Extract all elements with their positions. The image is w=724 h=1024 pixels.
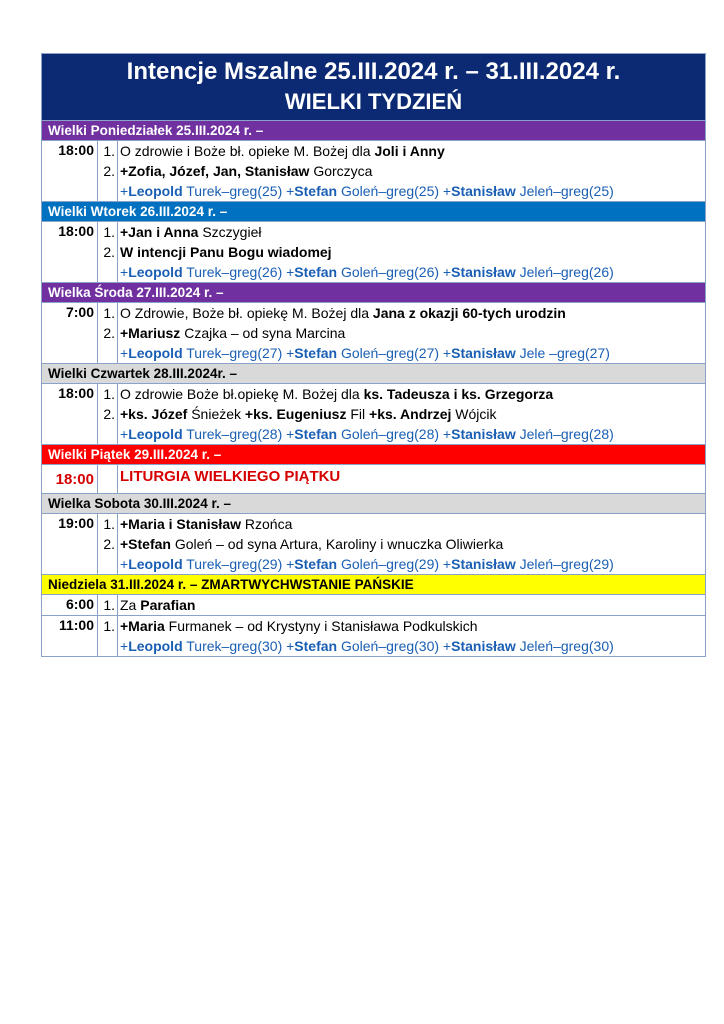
intentions-table: [41, 53, 706, 657]
mass-row: [42, 302, 705, 363]
intention-number: 1.: [103, 597, 115, 613]
intention-fragment: +: [120, 556, 129, 572]
intention-fragment: O zdrowie i Boże bł. opieke M. Bożej dla: [120, 143, 375, 159]
intention-fragment: O Zdrowie, Boże bł. opiekę M. Bożej dla: [120, 305, 373, 321]
mass-time: 18:00: [42, 222, 98, 282]
intention-fragment: +: [120, 264, 129, 280]
intention-fragment: +: [120, 638, 129, 654]
intention-fragment: Furmanek – od Krystyny i Stanisława Podkulskich: [164, 618, 478, 634]
intention-line: [120, 636, 705, 656]
intention-fragment: Joli i Anny: [374, 143, 445, 159]
intention-number: [98, 554, 117, 574]
intention-fragment: Stefan: [294, 426, 338, 442]
intention-texts: [118, 616, 705, 656]
intention-fragment: Goleń–greg(25) +: [337, 183, 452, 199]
intention-fragment: +: [120, 426, 129, 442]
intention-numbers: [98, 616, 118, 656]
intention-fragment: +ks. Eugeniusz: [244, 406, 347, 422]
intention-number: 2.: [103, 325, 115, 341]
intention-fragment: Parafian: [140, 597, 196, 613]
intention-fragment: Stefan: [294, 638, 338, 654]
mass-row: [42, 221, 705, 282]
intention-fragment: Stefan: [294, 345, 338, 361]
intention-fragment: +Maria i Stanisław: [120, 516, 241, 532]
intention-fragment: Goleń–greg(28) +: [337, 426, 452, 442]
intention-line: [120, 384, 705, 404]
intention-number: 1.: [103, 516, 115, 532]
intention-fragment: +Mariusz: [120, 325, 181, 341]
mass-time: 7:00: [42, 303, 98, 363]
intention-fragment: +Maria: [120, 618, 165, 634]
intention-fragment: +ks. Andrzej: [369, 406, 452, 422]
intention-fragment: Stefan: [294, 264, 338, 280]
mass-row: [42, 140, 705, 201]
intention-line: [120, 141, 705, 161]
intention-texts: [118, 465, 705, 493]
intention-fragment: LITURGIA WIELKIEGO PIĄTKU: [120, 468, 341, 485]
intention-fragment: +Zofia, Józef, Jan, Stanisław: [120, 163, 310, 179]
intention-fragment: Leopold: [128, 556, 183, 572]
intention-fragment: Leopold: [128, 426, 183, 442]
intention-fragment: Leopold: [128, 345, 183, 361]
intention-fragment: Jeleń–greg(26): [515, 264, 614, 280]
intention-line: [120, 514, 705, 534]
mass-time: 18:00: [42, 141, 98, 201]
intention-line: [120, 404, 705, 424]
intention-fragment: Turek–greg(30) +: [182, 638, 295, 654]
intention-line: [120, 262, 705, 282]
intention-fragment: Stanisław: [451, 264, 516, 280]
intention-fragment: Goleń – od syna Artura, Karoliny i wnuczka Oliwierka: [170, 536, 504, 552]
intention-fragment: W intencji Panu Bogu wiadomej: [120, 244, 332, 260]
table-header: [42, 54, 705, 120]
intention-number: 2.: [103, 536, 115, 552]
intention-fragment: Stanisław: [451, 556, 516, 572]
intention-numbers: [98, 595, 118, 615]
intention-fragment: Gorczyca: [309, 163, 373, 179]
intention-line: [120, 222, 705, 242]
intention-fragment: Goleń–greg(27) +: [337, 345, 452, 361]
intention-fragment: Goleń–greg(29) +: [337, 556, 452, 572]
intention-fragment: Stanisław: [451, 638, 516, 654]
page-title: Intencje Mszalne 25.III.2024 r. – 31.III.2024 r.: [126, 58, 621, 85]
intention-texts: [118, 222, 705, 282]
intention-number: 1.: [103, 305, 115, 321]
mass-row: [42, 615, 705, 656]
intention-line: [120, 242, 705, 262]
intention-fragment: Fil: [346, 406, 370, 422]
intention-numbers: [98, 384, 118, 444]
mass-time: 19:00: [42, 514, 98, 574]
intention-fragment: Leopold: [128, 183, 183, 199]
intention-numbers: [98, 303, 118, 363]
intention-line: [120, 465, 705, 493]
intention-fragment: Turek–greg(28) +: [182, 426, 295, 442]
mass-row: [42, 464, 705, 493]
mass-time: 18:00: [42, 384, 98, 444]
intention-fragment: Rzońca: [241, 516, 293, 532]
intention-fragment: Turek–greg(29) +: [182, 556, 295, 572]
intention-number: 1.: [103, 618, 115, 634]
intention-fragment: Stanisław: [451, 183, 516, 199]
intention-line: [120, 323, 705, 343]
intention-fragment: Leopold: [128, 638, 183, 654]
intention-fragment: Wójcik: [451, 406, 497, 422]
intention-number: 2.: [103, 163, 115, 179]
intention-number: [98, 262, 117, 282]
intention-fragment: Turek–greg(26) +: [182, 264, 295, 280]
intention-number: 1.: [103, 224, 115, 240]
intention-numbers: [98, 465, 118, 493]
intention-number: [98, 636, 117, 656]
mass-row: [42, 383, 705, 444]
intention-fragment: Goleń–greg(26) +: [337, 264, 452, 280]
intention-numbers: [98, 141, 118, 201]
intention-number: [98, 343, 117, 363]
intention-fragment: Jeleń–greg(29): [515, 556, 614, 572]
intention-fragment: Stanisław: [451, 345, 516, 361]
intention-line: [120, 424, 705, 444]
intention-line: [120, 554, 705, 574]
days-container: [42, 120, 705, 656]
intention-fragment: +: [120, 183, 129, 199]
intention-fragment: +Jan i Anna: [120, 224, 199, 240]
intention-numbers: [98, 514, 118, 574]
mass-row: [42, 594, 705, 615]
intention-fragment: Turek–greg(27) +: [182, 345, 295, 361]
intention-number: 2.: [103, 244, 115, 260]
intention-fragment: Jeleń–greg(25): [515, 183, 614, 199]
intention-fragment: Goleń–greg(30) +: [337, 638, 452, 654]
intention-texts: [118, 303, 705, 363]
mass-time: 18:00: [42, 465, 98, 493]
intention-numbers: [98, 222, 118, 282]
day-header-tuesday: Wielki Wtorek 26.III.2024 r. –: [42, 201, 705, 221]
intention-fragment: Leopold: [128, 264, 183, 280]
intention-fragment: Jana z okazji 60-tych urodzin: [372, 305, 566, 321]
day-header-friday: Wielki Piątek 29.III.2024 r. –: [42, 444, 705, 464]
intention-line: [120, 303, 705, 323]
intention-fragment: Jeleń–greg(28): [515, 426, 614, 442]
intention-number: 2.: [103, 406, 115, 422]
day-header-wednesday: Wielka Środa 27.III.2024 r. –: [42, 282, 705, 302]
intention-fragment: Jeleń–greg(30): [515, 638, 614, 654]
intention-line: [120, 161, 705, 181]
intention-texts: [118, 514, 705, 574]
page-subtitle: WIELKI TYDZIEŃ: [284, 89, 463, 114]
intention-fragment: Śnieżek: [187, 406, 245, 422]
intention-fragment: Za: [120, 597, 141, 613]
intention-fragment: Stefan: [294, 556, 338, 572]
intention-texts: [118, 141, 705, 201]
intention-number: 1.: [103, 143, 115, 159]
intention-fragment: Czajka – od syna Marcina: [180, 325, 346, 341]
intention-fragment: Stanisław: [451, 426, 516, 442]
day-header-sunday: Niedziela 31.III.2024 r. – ZMARTWYCHWSTANIE PAŃSKIE: [42, 574, 705, 594]
mass-time: 11:00: [42, 616, 98, 656]
mass-time: 6:00: [42, 595, 98, 615]
intention-number: [98, 424, 117, 444]
intention-line: [120, 181, 705, 201]
intention-fragment: O zdrowie Boże bł.opiekę M. Bożej dla: [120, 386, 364, 402]
intention-number: [98, 181, 117, 201]
intention-fragment: ks. Tadeusza i ks. Grzegorza: [363, 386, 554, 402]
day-header-monday: Wielki Poniedziałek 25.III.2024 r. –: [42, 120, 705, 140]
intention-line: [120, 595, 705, 615]
day-header-saturday: Wielka Sobota 30.III.2024 r. –: [42, 493, 705, 513]
intention-fragment: +ks. Józef: [120, 406, 188, 422]
intention-fragment: Jele –greg(27): [515, 345, 610, 361]
mass-row: [42, 513, 705, 574]
intention-line: [120, 343, 705, 363]
intention-fragment: +: [120, 345, 129, 361]
day-header-thursday: Wielki Czwartek 28.III.2024r. –: [42, 363, 705, 383]
intention-fragment: Szczygieł: [198, 224, 262, 240]
intention-fragment: +Stefan: [120, 536, 171, 552]
intention-texts: [118, 595, 705, 615]
intention-fragment: Turek–greg(25) +: [182, 183, 295, 199]
intention-line: [120, 534, 705, 554]
intention-line: [120, 616, 705, 636]
intention-number: [98, 465, 117, 493]
intention-texts: [118, 384, 705, 444]
intention-number: 1.: [103, 386, 115, 402]
intention-fragment: Stefan: [294, 183, 338, 199]
